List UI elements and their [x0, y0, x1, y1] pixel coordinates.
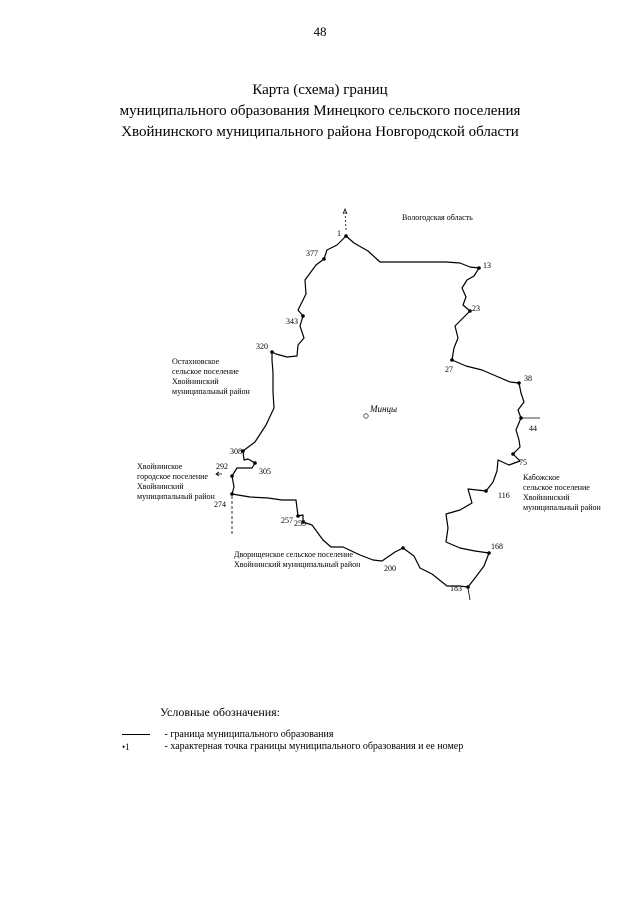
legend-item-boundary-text: - граница муниципального образования: [164, 729, 334, 740]
region-east-line-1: Кабожское: [523, 473, 560, 482]
stub-south: [468, 588, 470, 600]
point-1: [344, 234, 348, 238]
region-north: Вологодская область: [402, 213, 473, 222]
region-south-line-2: Хвойнинский муниципальный район: [234, 560, 361, 569]
title-line-3: Хвойнинского муниципального района Новгородской области: [121, 124, 519, 140]
point-label-27: 27: [445, 365, 453, 374]
region-east-line-4: муниципальный район: [523, 503, 601, 512]
page-number: 48: [313, 24, 327, 39]
point-label-23: 23: [472, 304, 480, 313]
point-305: [253, 461, 257, 465]
point-label-305: 305: [259, 467, 271, 476]
stub-north: [345, 212, 346, 230]
point-183: [466, 585, 470, 589]
point-38: [517, 381, 521, 385]
point-label-183: 183: [450, 584, 462, 593]
region-southwest-line-4: муниципальный район: [137, 492, 215, 501]
point-292: [230, 474, 234, 478]
point-27: [450, 358, 454, 362]
legend-item-boundary: [122, 729, 333, 740]
stub-arrow-west: [216, 472, 222, 476]
point-label-292: 292: [216, 462, 228, 471]
point-label-377: 377: [306, 249, 318, 258]
point-200: [401, 546, 405, 550]
point-label-13: 13: [483, 261, 491, 270]
point-13: [477, 266, 481, 270]
point-168: [487, 551, 491, 555]
region-west-line-3: Хвойнинский: [172, 377, 219, 386]
point-label-200: 200: [384, 564, 396, 573]
legend-item-point-text: - характерная точка границы муниципального образования и ее номер: [164, 741, 464, 752]
region-east-line-3: Хвойнинский: [523, 493, 570, 502]
neighbour-labels: [137, 213, 602, 569]
region-west-line-1: Остахновское: [172, 357, 220, 366]
point-75: [511, 452, 515, 456]
point-377: [322, 257, 326, 261]
point-label-44: 44: [529, 424, 537, 433]
point-44: [519, 416, 523, 420]
center-label: Минцы: [370, 404, 398, 414]
region-west-line-4: муниципальный район: [172, 387, 250, 396]
point-116: [484, 489, 488, 493]
point-label-308: 308: [230, 447, 242, 456]
legend-item-point: [122, 741, 463, 752]
point-label-116: 116: [498, 491, 510, 500]
boundary-point-icon: •1: [122, 741, 130, 752]
point-label-255: 255: [294, 519, 306, 528]
region-southwest-line-1: Хвойнинское: [137, 462, 183, 471]
region-southwest-line-3: Хвойнинский: [137, 482, 184, 491]
center-marker-icon: [364, 414, 368, 418]
title-line-2: муниципального образования Минецкого сельского поселения: [119, 103, 521, 119]
point-label-343: 343: [286, 317, 298, 326]
region-south-line-1: Дворищенское сельское поселение: [234, 550, 353, 559]
point-343: [301, 314, 305, 318]
title-line-1: Карта (схема) границ: [252, 82, 388, 98]
point-label-320: 320: [256, 342, 268, 351]
point-label-1: 1: [337, 229, 341, 238]
settlement-center: [364, 404, 397, 418]
point-274: [230, 492, 234, 496]
point-label-257: 257: [281, 516, 293, 525]
point-label-75: 75: [519, 458, 527, 467]
boundary-line-icon: [122, 734, 150, 735]
region-east-line-2: сельское поселение: [523, 483, 590, 492]
point-label-274: 274: [214, 500, 226, 509]
point-label-168: 168: [491, 542, 503, 551]
region-west-line-2: сельское поселение: [172, 367, 239, 376]
region-southwest-line-2: городское поселение: [137, 472, 208, 481]
point-label-38: 38: [524, 374, 532, 383]
point-257: [296, 514, 300, 518]
legend-title: Условные обозначения:: [160, 705, 281, 719]
point-320: [270, 350, 274, 354]
